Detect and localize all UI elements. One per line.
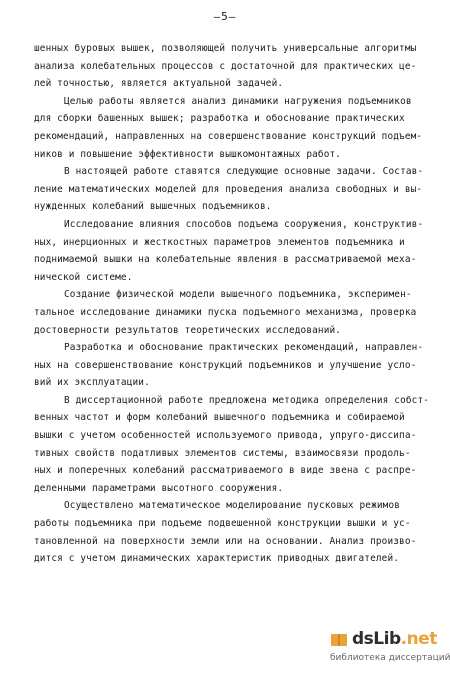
text-line: нужденных колебаний вышечных подъемников.: [34, 201, 272, 213]
watermark-tagline: библиотека диссертаций: [330, 653, 450, 663]
text-line: В диссертационной работе предложена методика определения собст-: [64, 394, 430, 406]
text-line: деленными параметрами высотного сооружения.: [34, 482, 284, 494]
text-line: анализа колебательных процессов с достаточной для практических це-: [34, 60, 417, 72]
page-number: —5—: [213, 10, 237, 23]
text-line: дится с учетом динамических характеристик приводных двигателей.: [34, 553, 400, 565]
text-line: тальное исследование динамики пуска подъемного механизма, проверка: [34, 306, 417, 318]
text-line: Разработка и обоснование практических рекомендаций, направлен-: [64, 342, 424, 354]
text-line: нической системе.: [34, 271, 133, 283]
text-line: Исследование влияния способов подъема сооружения, конструктив-: [64, 218, 424, 230]
text-line: ных, инерционных и жесткостных параметров элементов подъемника и: [34, 236, 405, 248]
watermark-brand: [352, 629, 437, 649]
watermark-brand-main: dsLib: [352, 629, 401, 649]
text-line: Осуществлено математическое моделирование пусковых режимов: [64, 500, 401, 512]
text-line: рекомендаций, направленных на совершенствование конструкций подъем-: [34, 130, 423, 142]
watermark-brand-suffix: .net: [400, 629, 437, 649]
text-line: тивных свойств податливых элементов системы, взаимосвязи продоль-: [34, 447, 411, 459]
text-line: поднимаемой вышки на колебательные явления в рассматриваемой меха-: [34, 254, 417, 266]
book-icon: [330, 631, 348, 649]
text-line: тановленной на поверхности земли или на основании. Анализ произво-: [34, 535, 417, 547]
document-body: [34, 40, 434, 568]
watermark: [324, 629, 450, 671]
text-line: лей точностью, является актуальной задачей.: [34, 78, 284, 90]
text-line: ных на совершенствование конструкций подъемников и улучшение усло-: [34, 359, 417, 371]
text-line: ных и поперечных колебаний рассматриваемого в виде звена с распре-: [34, 465, 417, 477]
text-line: Создание физической модели вышечного подъемника, эксперимен-: [64, 289, 412, 301]
text-line: шенных буровых вышек, позволяющей получить универсальные алгоритмы: [34, 43, 417, 54]
text-line: Целью работы является анализ динамики нагружения подъемников: [64, 95, 412, 107]
text-line: вышки с учетом особенностей используемого привода, упруго-диссипа-: [34, 430, 417, 442]
text-line: для сборки башенных вышек; разработка и обоснование практических: [34, 113, 405, 125]
text-line: ников и повышение эффективности вышкомонтажных работ.: [34, 148, 342, 160]
text-line: работы подъемника при подъеме подвешенной конструкции вышки и ус-: [34, 518, 411, 530]
text-line: ление математических моделей для проведения анализа свободных и вы-: [34, 183, 423, 195]
text-line: достоверности результатов теоретических исследований.: [34, 324, 342, 336]
text-line: В настоящей работе ставятся следующие основные задачи. Состав-: [64, 166, 424, 178]
text-line: венных частот и форм колебаний вышечного подъемника и собираемой: [34, 412, 405, 424]
text-line: вий их эксплуатации.: [34, 377, 150, 389]
